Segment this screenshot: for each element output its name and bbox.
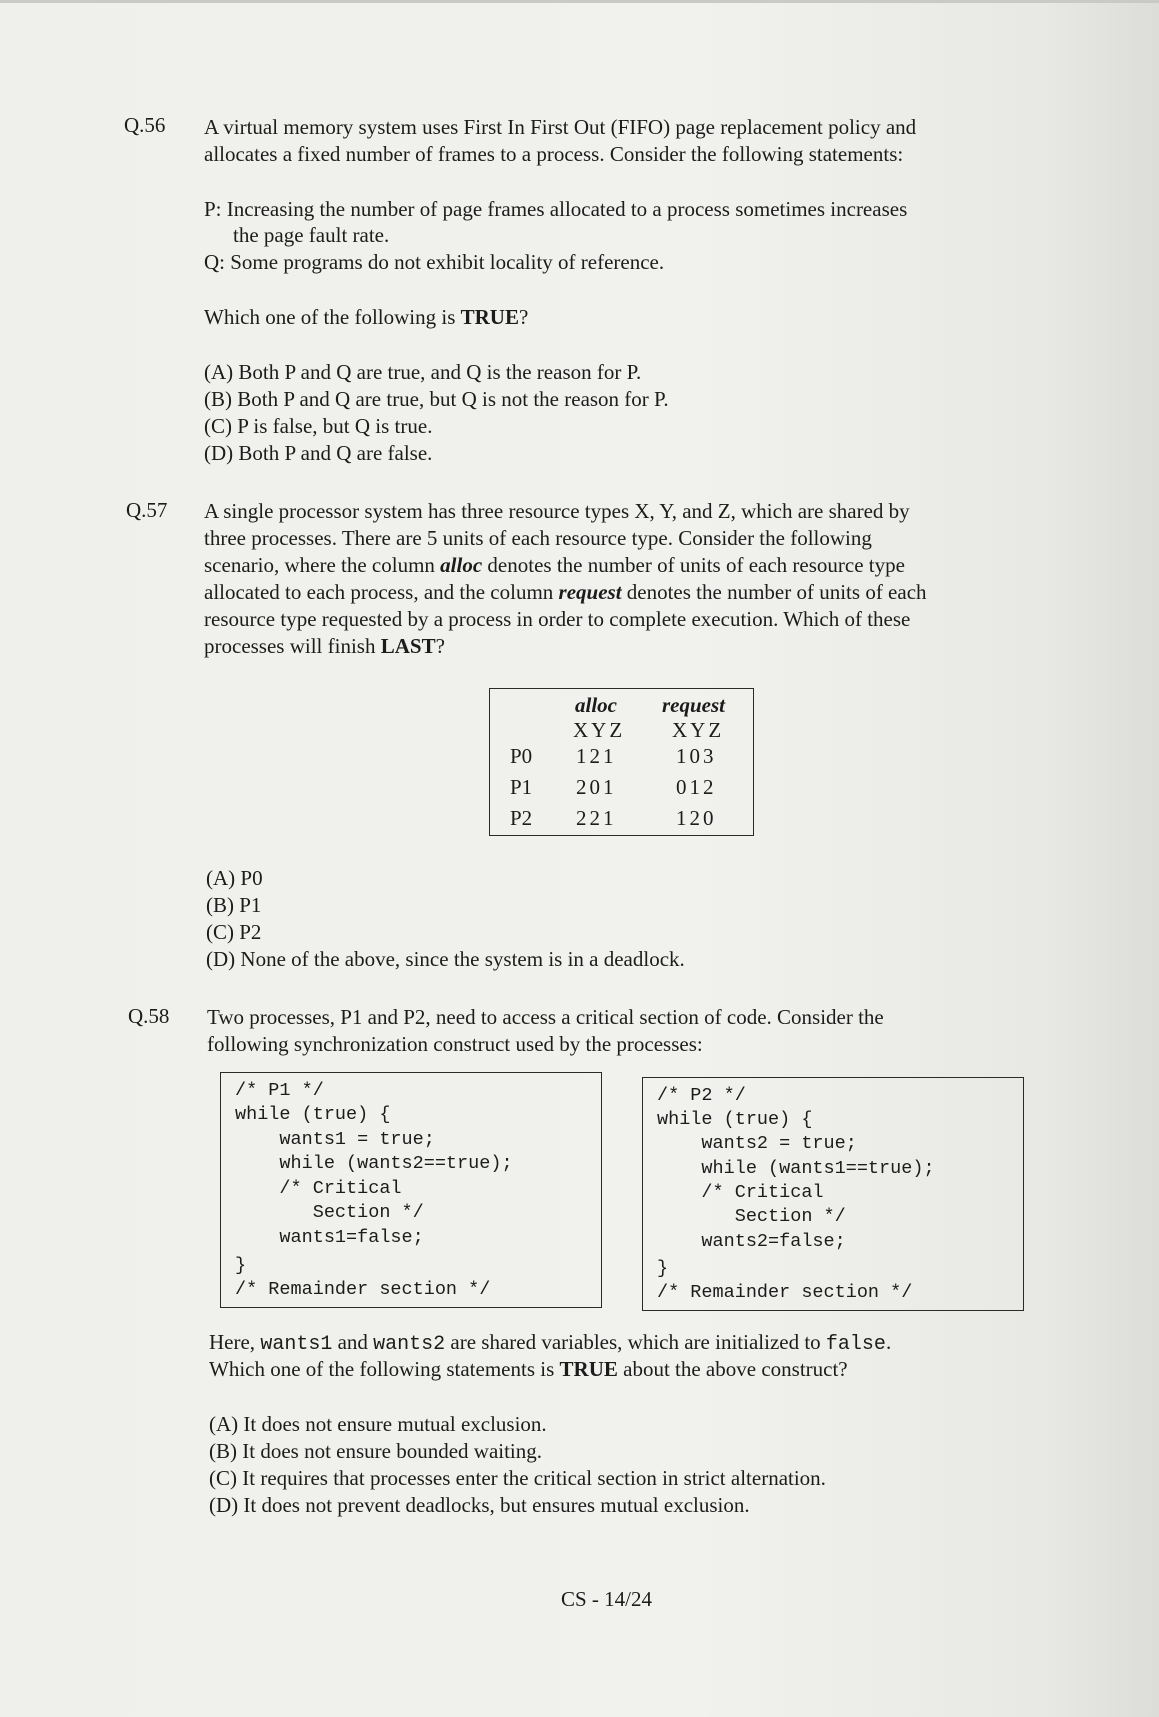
code-line: Section */ bbox=[235, 1202, 424, 1223]
code-line: /* P1 */ bbox=[235, 1080, 324, 1101]
q57-line6: processes will finish LAST? bbox=[204, 634, 445, 658]
q58-after-code: Here, wants1 and wants2 are shared variables, which are initialized to false. bbox=[209, 1330, 892, 1356]
code-line: wants2=false; bbox=[657, 1231, 846, 1252]
code-line: wants2 = true; bbox=[657, 1133, 857, 1154]
q57-line3: scenario, where the column alloc denotes the number of units of each resource type bbox=[204, 553, 905, 577]
table-subheader-request: XYZ bbox=[672, 718, 725, 742]
q56-number: Q.56 bbox=[124, 113, 166, 137]
q57-option-d[interactable]: (D) None of the above, since the system is in a deadlock. bbox=[206, 947, 685, 971]
q57-option-a[interactable]: (A) P0 bbox=[206, 866, 263, 890]
table-row-proc: P0 bbox=[510, 744, 533, 768]
q56-stem-line2: allocates a fixed number of frames to a process. Consider the following statements: bbox=[204, 142, 904, 166]
q57-number: Q.57 bbox=[126, 498, 168, 522]
table-row-alloc: 121 bbox=[576, 744, 617, 768]
table-header-alloc: alloc bbox=[575, 693, 617, 717]
q58-option-a[interactable]: (A) It does not ensure mutual exclusion. bbox=[209, 1412, 547, 1436]
code-line: while (true) { bbox=[657, 1109, 813, 1130]
q57-line2: three processes. There are 5 units of each resource type. Consider the following bbox=[204, 526, 872, 550]
table-row-proc: P2 bbox=[510, 806, 533, 830]
q57-option-c[interactable]: (C) P2 bbox=[206, 920, 262, 944]
table-row-request: 120 bbox=[676, 806, 717, 830]
code-line: /* Remainder section */ bbox=[657, 1282, 913, 1303]
code-line: } bbox=[657, 1258, 669, 1279]
q56-statement-p-line1: P: Increasing the number of page frames allocated to a process sometimes increases bbox=[204, 197, 908, 221]
q56-statement-q: Q: Some programs do not exhibit locality of reference. bbox=[204, 250, 665, 274]
code-line: wants1 = true; bbox=[235, 1129, 435, 1150]
q58-line2: following synchronization construct used by the processes: bbox=[207, 1032, 703, 1056]
q58-line1: Two processes, P1 and P2, need to access a critical section of code. Consider the bbox=[207, 1005, 884, 1029]
q57-line1: A single processor system has three resource types X, Y, and Z, which are shared by bbox=[204, 499, 910, 523]
table-header-request: request bbox=[662, 693, 725, 717]
table-row-proc: P1 bbox=[510, 775, 533, 799]
q58-option-c[interactable]: (C) It requires that processes enter the critical section in strict alternation. bbox=[209, 1466, 826, 1490]
q56-ask: Which one of the following is TRUE? bbox=[204, 305, 529, 329]
code-line: wants1=false; bbox=[235, 1227, 424, 1248]
q57-line5: resource type requested by a process in order to complete execution. Which of these bbox=[204, 607, 911, 631]
q57-line4: allocated to each process, and the column request denotes the number of units of each bbox=[204, 580, 927, 604]
code-line: } bbox=[235, 1255, 247, 1276]
code-line: while (wants2==true); bbox=[235, 1153, 513, 1174]
table-row-request: 012 bbox=[676, 775, 717, 799]
code-line: /* Remainder section */ bbox=[235, 1279, 491, 1300]
q56-option-d[interactable]: (D) Both P and Q are false. bbox=[204, 441, 433, 465]
code-line: while (wants1==true); bbox=[657, 1158, 935, 1179]
q58-number: Q.58 bbox=[128, 1004, 170, 1028]
q56-option-c[interactable]: (C) P is false, but Q is true. bbox=[204, 414, 433, 438]
code-box-p2 bbox=[642, 1077, 1024, 1311]
table-row-request: 103 bbox=[676, 744, 717, 768]
table-row-alloc: 221 bbox=[576, 806, 617, 830]
q58-option-d[interactable]: (D) It does not prevent deadlocks, but ensures mutual exclusion. bbox=[209, 1493, 750, 1517]
q56-option-b[interactable]: (B) Both P and Q are true, but Q is not the reason for P. bbox=[204, 387, 669, 411]
q56-option-a[interactable]: (A) Both P and Q are true, and Q is the reason for P. bbox=[204, 360, 642, 384]
code-line: /* Critical bbox=[235, 1178, 402, 1199]
table-subheader-alloc: XYZ bbox=[573, 718, 626, 742]
code-line: /* Critical bbox=[657, 1182, 824, 1203]
code-line: Section */ bbox=[657, 1206, 846, 1227]
code-box-p1 bbox=[220, 1072, 602, 1308]
page-footer: CS - 14/24 bbox=[561, 1587, 653, 1611]
q57-option-b[interactable]: (B) P1 bbox=[206, 893, 262, 917]
code-line: /* P2 */ bbox=[657, 1085, 746, 1106]
q58-option-b[interactable]: (B) It does not ensure bounded waiting. bbox=[209, 1439, 543, 1463]
table-row-alloc: 201 bbox=[576, 775, 617, 799]
resource-table bbox=[489, 688, 754, 836]
code-line: while (true) { bbox=[235, 1104, 391, 1125]
q56-stem-line1: A virtual memory system uses First In First Out (FIFO) page replacement policy and bbox=[204, 115, 917, 139]
top-edge-line bbox=[0, 0, 1159, 3]
q56-statement-p-line2: the page fault rate. bbox=[233, 223, 390, 247]
q58-ask: Which one of the following statements is TRUE about the above construct? bbox=[209, 1357, 848, 1381]
